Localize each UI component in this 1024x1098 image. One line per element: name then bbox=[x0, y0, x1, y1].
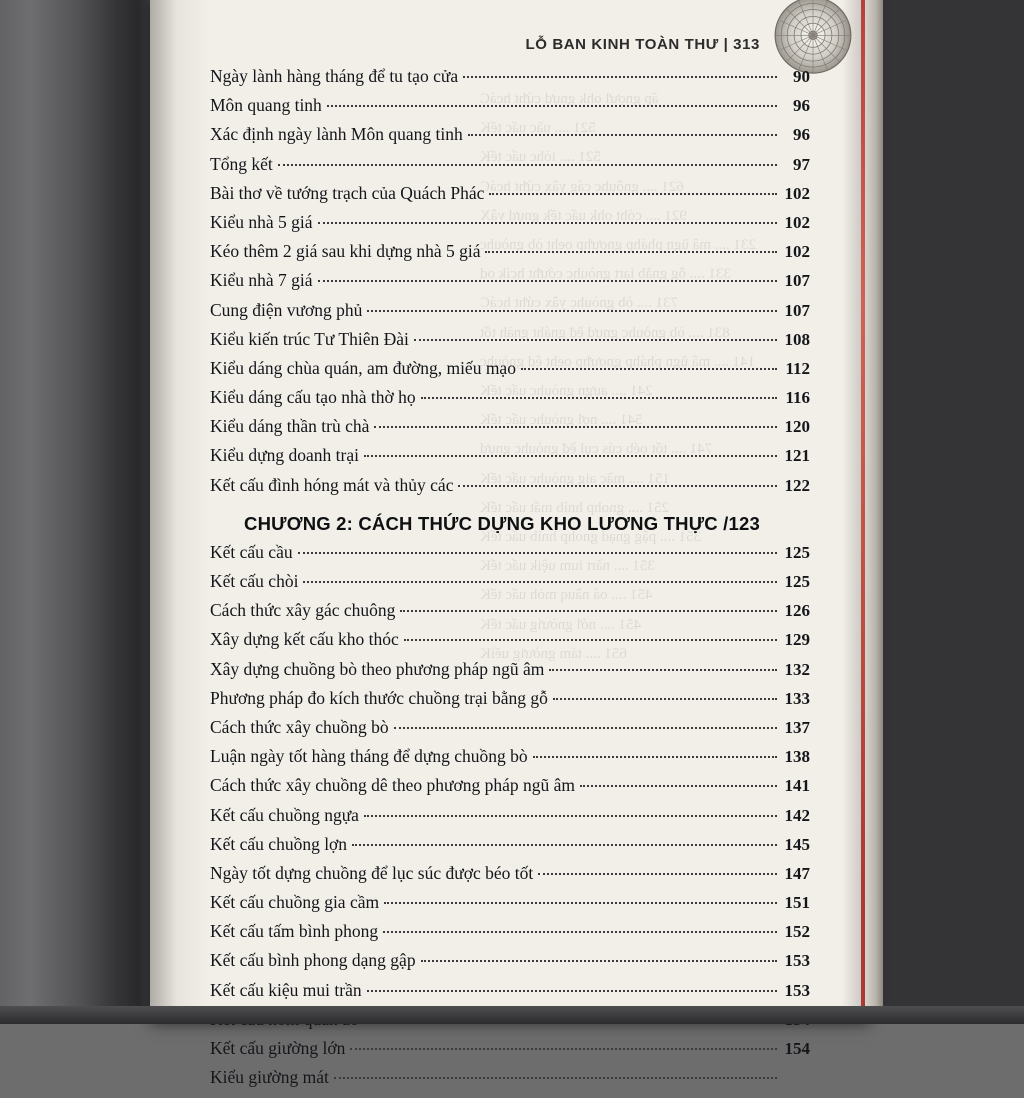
toc-entry-page: 153 bbox=[784, 980, 810, 1000]
toc-leader-dots bbox=[463, 76, 777, 78]
toc-entry-page: 107 bbox=[784, 300, 810, 320]
toc-entry-title: Ngày tốt dựng chuồng để lục súc được béo tốt bbox=[210, 862, 534, 883]
toc-leader-dots bbox=[414, 339, 777, 341]
toc-leader-dots bbox=[334, 1077, 777, 1079]
toc-entry[interactable] bbox=[210, 418, 810, 447]
toc-entry[interactable] bbox=[210, 894, 810, 923]
bleed-through-text: ấp gnợưl ohk gnựd cứht hcáC 521 .... uầc uấc tếK 521 .... iòhc uấc tếK 621 .... gnôuhc cág yâx cứht hcáC 921 .... cóht ohk uấc tếk gnựd yâX 231 .... mâ ũgn pháhp gnơưhp oeht òb gnòuhc 331 .... ỗg gnằb iạrt gnòuhc cớưht hcík od 731 .... òb gnòuhc yâx cứht hcáC 831 .... òb gnòuhc gnựd ềđ gnáht gnàh tốt 141 .... mâ ũgn pháhp gnơưhp oeht êd gnòuhc 241 .... aựgn gnòuhc uấc tếK 541 .... nợl gnòuhc uấc tếK 741 .... tốt oéb cús cụl ềđ gnòuhc gnựd 151 .... mầc aig gnòuhc uấc tếK 251 .... gnohp hnìb mất uấc tếK 351 .... pậg gnạd gnohp hnìb uấc tếK 351 .... nầrt ium uệik uấc tếK 451 .... oá nầuq mòh uấc tếK 451 .... nớl gnờưig uấc tếK 651 .... tám gnờưig uểiK bbox=[480, 91, 757, 662]
toc-entry[interactable] bbox=[210, 573, 810, 602]
toc-entry[interactable] bbox=[210, 541, 810, 573]
toc-entry-page: 102 bbox=[784, 183, 810, 203]
toc-leader-dots bbox=[364, 455, 777, 457]
toc-entry[interactable] bbox=[210, 748, 810, 777]
toc-entry[interactable] bbox=[210, 182, 810, 214]
toc-entry-title: Kiểu dáng chùa quán, am đường, miếu mạo bbox=[210, 357, 516, 378]
toc-entry-page: 122 bbox=[784, 475, 810, 495]
toc-entry-title: Luận ngày tốt hàng tháng để dựng chuồng bò bbox=[210, 746, 528, 767]
toc-leader-dots bbox=[394, 727, 777, 729]
toc-entry-page: 108 bbox=[784, 329, 810, 349]
toc-entry-title: Kiểu giường mát bbox=[210, 1067, 329, 1088]
toc-section-before-chapter bbox=[210, 68, 810, 506]
toc-entry-title: Cung điện vương phủ bbox=[210, 299, 363, 320]
toc-entry-page: 102 bbox=[784, 242, 810, 262]
toc-entry-page: 112 bbox=[785, 358, 810, 378]
toc-leader-dots bbox=[367, 310, 777, 312]
toc-entry-title: Cách thức xây gác chuông bbox=[210, 600, 396, 621]
toc-leader-dots bbox=[538, 873, 777, 875]
toc-entry-title: Kéo thêm 2 giá sau khi dựng nhà 5 giá bbox=[210, 241, 481, 262]
toc-entry[interactable] bbox=[210, 211, 810, 243]
toc-entry-page: 129 bbox=[784, 630, 810, 650]
toc-entry-title: Tổng kết bbox=[210, 153, 273, 174]
toc-leader-dots bbox=[383, 931, 777, 933]
toc-entry[interactable] bbox=[210, 474, 810, 506]
toc-entry-page: 116 bbox=[785, 388, 810, 408]
toc-entry-page: 138 bbox=[784, 747, 810, 767]
toc-entry[interactable] bbox=[210, 804, 810, 836]
toc-entry-title: Kiểu nhà 5 giá bbox=[210, 211, 313, 232]
running-header: LỖ BAN KINH TOÀN THƯ | 313 bbox=[525, 36, 760, 53]
toc-leader-dots bbox=[303, 581, 777, 583]
toc-entry[interactable] bbox=[210, 328, 810, 360]
toc-entry[interactable] bbox=[210, 389, 810, 418]
toc-entry[interactable] bbox=[210, 153, 810, 185]
toc-entry[interactable] bbox=[210, 1069, 810, 1098]
toc-leader-dots bbox=[489, 193, 777, 195]
toc-entry-title: Cách thức xây chuồng bò bbox=[210, 716, 389, 737]
toc-leader-dots bbox=[352, 844, 777, 846]
toc-entry[interactable] bbox=[210, 777, 810, 806]
toc-entry[interactable] bbox=[210, 357, 810, 389]
toc-leader-dots bbox=[318, 280, 777, 282]
toc-leader-dots bbox=[327, 105, 777, 107]
toc-entry[interactable] bbox=[210, 952, 810, 981]
toc-leader-dots bbox=[350, 1048, 777, 1050]
toc-entry[interactable] bbox=[210, 447, 810, 476]
toc-entry[interactable] bbox=[210, 126, 810, 155]
toc-entry-title: Kiểu dáng thần trù chà bbox=[210, 416, 370, 437]
toc-entry-title: Kiểu nhà 7 giá bbox=[210, 270, 313, 291]
toc-leader-dots bbox=[400, 610, 777, 612]
toc-entry-title: Kết cấu bình phong dạng gập bbox=[210, 950, 416, 971]
toc-entry[interactable] bbox=[210, 862, 810, 894]
toc-entry[interactable] bbox=[210, 602, 810, 631]
toc-entry-page: 125 bbox=[784, 572, 810, 591]
toc-entry-title: Bài thơ về tướng trạch của Quách Phác bbox=[210, 182, 485, 203]
toc-entry-title: Kết cấu giường lớn bbox=[210, 1038, 346, 1058]
toc-entry[interactable] bbox=[210, 299, 810, 331]
toc-leader-dots bbox=[553, 698, 777, 700]
toc-entry-page: 102 bbox=[784, 212, 810, 232]
toc-entry-title: Ngày lành hàng tháng để tu tạo cửa bbox=[210, 66, 459, 86]
toc-entry-title: Kết cấu kiệu mui trần bbox=[210, 979, 362, 1000]
toc-leader-dots bbox=[485, 251, 777, 253]
toc-entry-title: Kiểu dựng doanh trại bbox=[210, 445, 359, 466]
toc-entry-page: 90 bbox=[793, 67, 810, 86]
toc-leader-dots bbox=[421, 397, 777, 399]
toc-entry-page: 107 bbox=[784, 271, 810, 291]
toc-leader-dots bbox=[364, 815, 777, 817]
toc-entry-title: Kết cấu chuồng ngựa bbox=[210, 804, 359, 825]
toc-entry-title: Kiểu kiến trúc Tư Thiên Đài bbox=[210, 328, 409, 349]
toc-entry-title: Xây dựng chuồng bò theo phương pháp ngũ âm bbox=[210, 658, 545, 679]
toc-entry-title: Cách thức xây chuồng dê theo phương pháp ngũ âm bbox=[210, 775, 576, 796]
toc-entry[interactable] bbox=[210, 1040, 810, 1069]
toc-entry-page: 142 bbox=[784, 805, 810, 825]
toc-entry-page: 145 bbox=[784, 834, 810, 854]
toc-entry-page: 132 bbox=[784, 659, 810, 679]
toc-entry-title: Kết cấu chòi bbox=[210, 571, 299, 591]
toc-leader-dots bbox=[318, 222, 777, 224]
toc-entry-page: 96 bbox=[793, 96, 810, 116]
toc-entry-page: 152 bbox=[784, 922, 810, 942]
toc-entry-title: Kết cấu chuồng gia cầm bbox=[210, 892, 380, 913]
toc-entry-page: 125 bbox=[784, 542, 810, 562]
chapter-heading: CHƯƠNG 2: CÁCH THỨC DỰNG KHO LƯƠNG THỰC /123 bbox=[244, 512, 760, 534]
toc-entry[interactable] bbox=[210, 833, 810, 865]
toc-entry-page: 154 bbox=[784, 1039, 810, 1058]
toc-leader-dots bbox=[533, 756, 777, 758]
toc-leader-dots bbox=[421, 960, 777, 962]
toc-entry-page: 121 bbox=[784, 446, 810, 466]
toc-leader-dots bbox=[298, 552, 777, 554]
toc-entry[interactable] bbox=[210, 68, 810, 97]
toc-entry-page: 147 bbox=[784, 863, 810, 883]
table-surface bbox=[0, 1006, 1024, 1024]
toc-entry[interactable] bbox=[210, 716, 810, 748]
toc-entry-page: 96 bbox=[793, 125, 810, 145]
toc-leader-dots bbox=[521, 368, 777, 370]
toc-entry-page: 126 bbox=[784, 601, 810, 621]
toc-leader-dots bbox=[278, 164, 777, 166]
book-spine-shadow bbox=[0, 0, 150, 1024]
toc-entry[interactable] bbox=[210, 658, 810, 690]
toc-leader-dots bbox=[367, 990, 777, 992]
toc-leader-dots bbox=[404, 639, 777, 641]
toc-entry-title: Xây dựng kết cấu kho thóc bbox=[210, 629, 399, 650]
toc-entry-page: 97 bbox=[793, 154, 810, 174]
toc-entry[interactable] bbox=[210, 97, 810, 126]
toc-leader-dots bbox=[374, 426, 777, 428]
toc-entry-title: Phương pháp đo kích thước chuồng trại bằng gỗ bbox=[210, 687, 548, 708]
toc-entry-page: 151 bbox=[784, 893, 810, 913]
toc-entry-title: Kết cấu tấm bình phong bbox=[210, 921, 379, 942]
toc-leader-dots bbox=[468, 134, 777, 136]
toc-entry[interactable] bbox=[210, 687, 810, 719]
toc-leader-dots bbox=[580, 785, 777, 787]
toc-entry-title: Kết cấu chuồng lợn bbox=[210, 833, 348, 854]
toc-leader-dots bbox=[549, 669, 777, 671]
toc-entry-page: 133 bbox=[784, 688, 810, 708]
toc-entry[interactable] bbox=[210, 272, 810, 301]
toc-entry-page: 120 bbox=[784, 417, 810, 437]
toc-entry-title: Môn quang tinh bbox=[210, 95, 322, 116]
table-of-contents bbox=[210, 68, 810, 1098]
book-edge-pages bbox=[865, 0, 883, 1014]
toc-entry-page: 141 bbox=[784, 776, 810, 796]
page-sheet bbox=[150, 0, 870, 1088]
toc-entry-title: Kết cấu cầu bbox=[210, 541, 293, 562]
toc-entry-title: Xác định ngày lành Môn quang tinh bbox=[210, 124, 463, 145]
toc-entry[interactable] bbox=[210, 923, 810, 952]
toc-entry-title: Kết cấu đình hóng mát và thủy các bbox=[210, 474, 454, 495]
toc-entry-page: 153 bbox=[784, 951, 810, 971]
toc-entry[interactable] bbox=[210, 243, 810, 272]
toc-entry[interactable] bbox=[210, 631, 810, 660]
toc-leader-dots bbox=[458, 485, 777, 487]
toc-entry-title: Kiểu dáng cấu tạo nhà thờ họ bbox=[210, 387, 416, 408]
toc-leader-dots bbox=[384, 902, 777, 904]
toc-entry-page: 137 bbox=[784, 717, 810, 737]
